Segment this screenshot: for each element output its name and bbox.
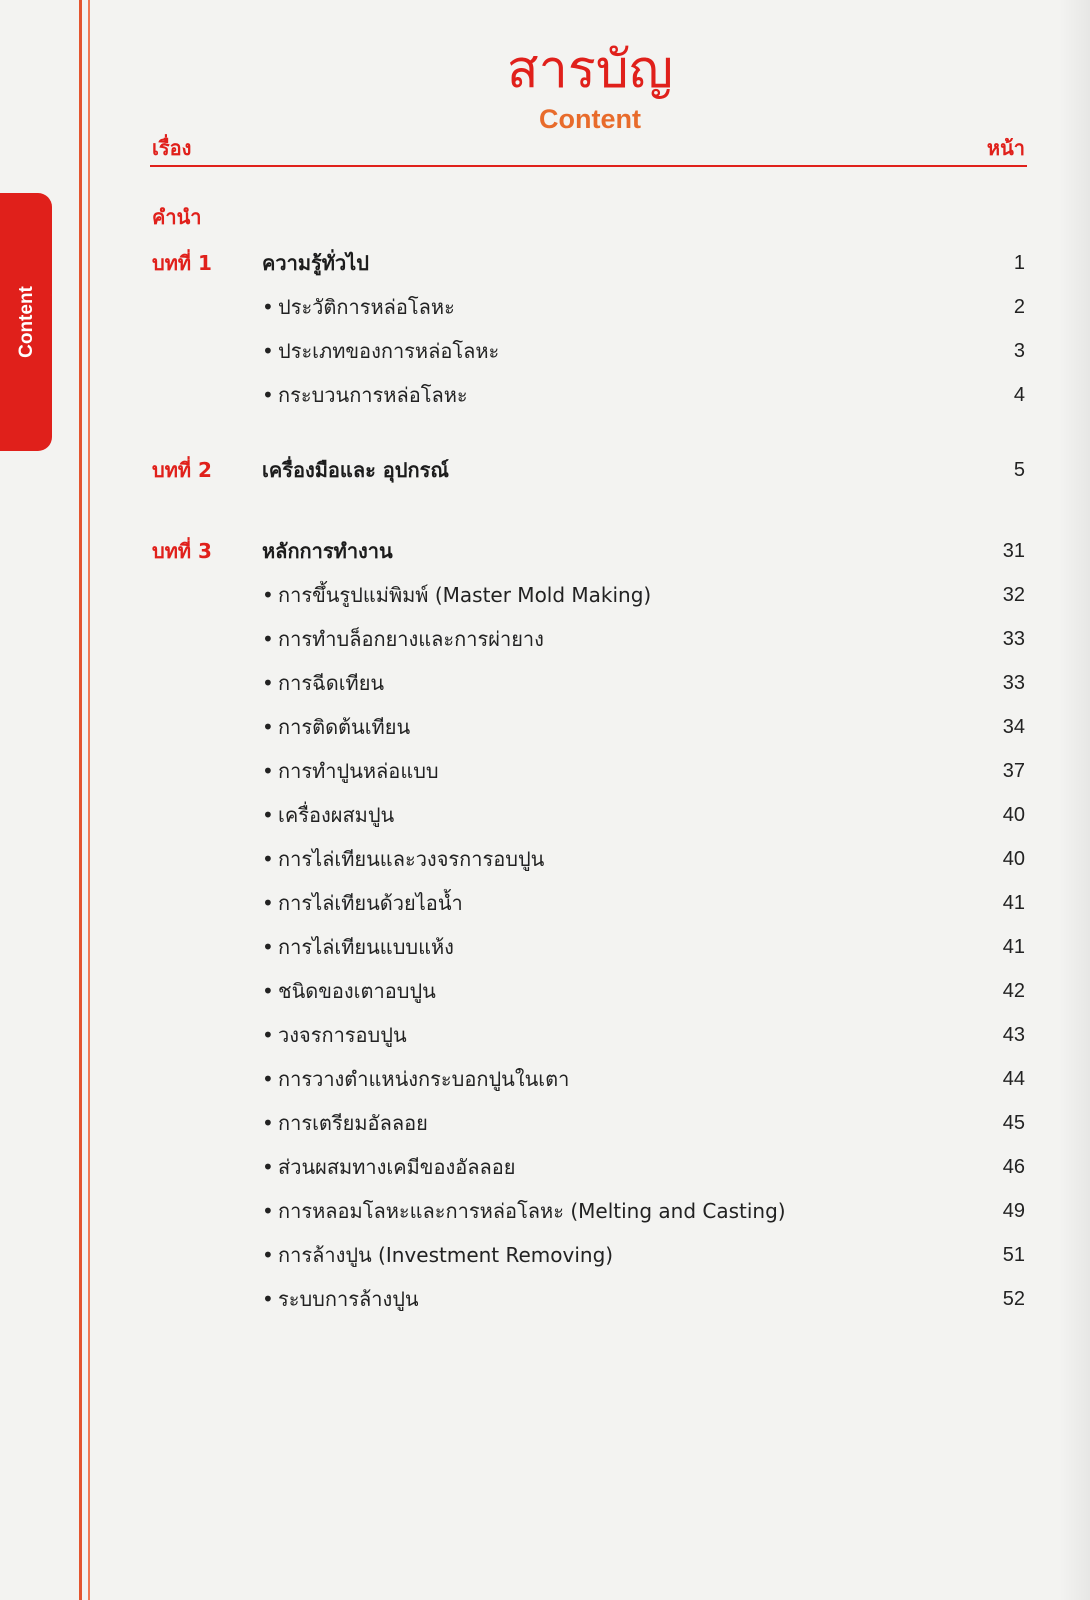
toc-item-row (0, 1240, 1090, 1270)
toc-item-row (0, 580, 1090, 610)
item-page-number: 37 (1002, 760, 1025, 782)
toc-item-row (0, 976, 1090, 1006)
item-title: การฉีดเทียน (278, 671, 385, 695)
chapter-page-number: 31 (1002, 540, 1025, 562)
item-page-number: 32 (1002, 584, 1025, 606)
item-title: ประวัติการหล่อโลหะ (278, 295, 455, 319)
bullet: • (262, 1287, 274, 1311)
bullet: • (262, 979, 274, 1003)
bullet: • (262, 847, 274, 871)
item-page-number: 34 (1002, 716, 1025, 738)
item-page-number: 42 (1002, 980, 1025, 1002)
item-page-number: 46 (1002, 1156, 1025, 1178)
bullet: • (262, 1067, 274, 1091)
side-tab-label: Content (16, 286, 37, 358)
toc-chapter-row (0, 248, 1090, 278)
item-title: ระบบการล้างปูน (278, 1287, 419, 1311)
toc-item-row (0, 668, 1090, 698)
bullet: • (262, 1111, 274, 1135)
item-title: การไล่เทียนแบบแห้ง (278, 935, 454, 959)
item-title: การไล่เทียนและวงจรการอบปูน (278, 847, 545, 871)
item-title: ประเภทของการหล่อโลหะ (278, 339, 500, 363)
toc-item-row (0, 292, 1090, 322)
toc-item-row (0, 380, 1090, 410)
item-page-number: 33 (1002, 628, 1025, 650)
toc-item-row (0, 800, 1090, 830)
item-page-number: 33 (1002, 672, 1025, 694)
bullet: • (262, 1155, 274, 1179)
item-title: ชนิดของเตาอบปูน (278, 979, 436, 1003)
item-page-number: 45 (1002, 1112, 1025, 1134)
bullet: • (262, 715, 274, 739)
item-page-number: 52 (1002, 1288, 1025, 1310)
chapter-label: บทที่ 3 (152, 539, 212, 563)
toc-item-row (0, 756, 1090, 786)
bullet: • (262, 383, 274, 407)
page-title-english: Content (539, 104, 641, 134)
bullet: • (262, 1199, 274, 1223)
chapter-label: บทที่ 1 (152, 251, 212, 275)
item-title: การขึ้นรูปแม่พิมพ์ (Master Mold Making) (278, 583, 652, 607)
toc-item-row (0, 888, 1090, 918)
item-page-number: 4 (1013, 384, 1025, 406)
page-title-thai: สารบัญ (506, 40, 674, 100)
item-page-number: 41 (1002, 892, 1025, 914)
item-page-number: 41 (1002, 936, 1025, 958)
toc-chapter-row (0, 536, 1090, 566)
toc-item-row (0, 932, 1090, 962)
bullet: • (262, 803, 274, 827)
bullet: • (262, 759, 274, 783)
chapter-title: เครื่องมือและ อุปกรณ์ (262, 458, 449, 482)
toc-chapter-row (0, 455, 1090, 485)
bullet: • (262, 1023, 274, 1047)
toc-item-row (0, 624, 1090, 654)
chapter-title: หลักการทำงาน (262, 539, 393, 563)
toc-item-row (0, 712, 1090, 742)
chapter-page-number: 5 (1013, 459, 1025, 481)
item-title: การทำปูนหล่อแบบ (278, 759, 439, 783)
chapter-page-number: 1 (1013, 252, 1025, 274)
item-title: การทำบล็อกยางและการผ่ายาง (278, 627, 544, 651)
bullet: • (262, 339, 274, 363)
column-header-topic: เรื่อง (152, 136, 192, 160)
item-page-number: 2 (1013, 296, 1025, 318)
toc-item-row (0, 1064, 1090, 1094)
toc-item-row (0, 336, 1090, 366)
bullet: • (262, 583, 274, 607)
item-page-number: 40 (1002, 848, 1025, 870)
bullet: • (262, 935, 274, 959)
item-page-number: 49 (1002, 1200, 1025, 1222)
item-title: วงจรการอบปูน (278, 1023, 407, 1047)
item-page-number: 40 (1002, 804, 1025, 826)
toc-item-row (0, 844, 1090, 874)
toc-item-row (0, 1108, 1090, 1138)
bullet: • (262, 1243, 274, 1267)
item-title: การไล่เทียนด้วยไอน้ำ (278, 891, 463, 915)
item-title: การวางตำแหน่งกระบอกปูนในเตา (278, 1067, 570, 1091)
toc-item-row (0, 1020, 1090, 1050)
toc-item-row (0, 1284, 1090, 1314)
item-title: การล้างปูน (Investment Removing) (278, 1243, 614, 1267)
toc-item-row (0, 1196, 1090, 1226)
preface-label: คำนำ (152, 205, 202, 229)
bullet: • (262, 891, 274, 915)
chapter-title: ความรู้ทั่วไป (262, 251, 369, 275)
chapter-label: บทที่ 2 (152, 458, 212, 482)
item-page-number: 51 (1002, 1244, 1025, 1266)
item-title: กระบวนการหล่อโลหะ (278, 383, 468, 407)
toc-item-row (0, 1152, 1090, 1182)
bullet: • (262, 295, 274, 319)
toc-preface-row (0, 202, 1090, 232)
item-title: ส่วนผสมทางเคมีของอัลลอย (278, 1155, 516, 1179)
item-title: การหลอมโลหะและการหล่อโลหะ (Melting and Casting) (278, 1199, 786, 1223)
item-page-number: 3 (1013, 340, 1025, 362)
bullet: • (262, 671, 274, 695)
item-page-number: 44 (1002, 1068, 1025, 1090)
bullet: • (262, 627, 274, 651)
item-title: เครื่องผสมปูน (278, 803, 395, 827)
item-title: การติดต้นเทียน (278, 715, 411, 739)
column-header-page: หน้า (986, 136, 1025, 160)
item-page-number: 43 (1002, 1024, 1025, 1046)
item-title: การเตรียมอัลลอย (278, 1111, 428, 1135)
